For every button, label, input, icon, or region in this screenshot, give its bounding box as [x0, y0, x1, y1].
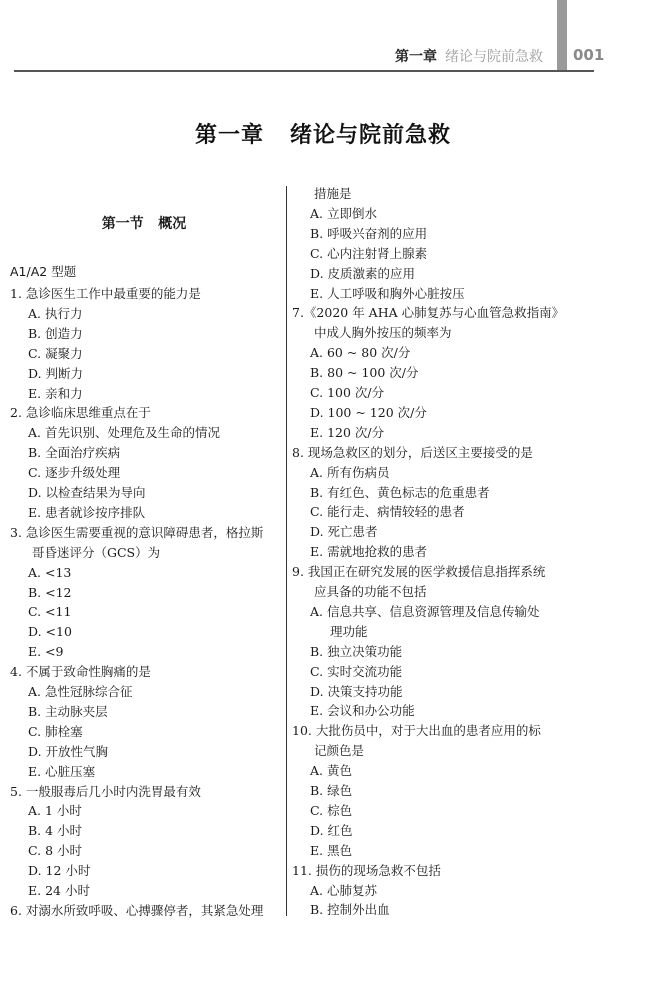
answer-option: C. 凝聚力: [28, 345, 83, 361]
question-text: 中成人胸外按压的频率为: [314, 325, 452, 341]
answer-option: D. 100 ~ 120 次/分: [310, 404, 427, 420]
section-title: 第一节 概况: [101, 216, 187, 232]
answer-option: B. 控制外出血: [310, 902, 390, 918]
answer-option: B. <12: [28, 584, 72, 600]
answer-option: A. 信息共享、信息资源管理及信息传输处: [310, 603, 540, 619]
answer-option: B. 独立决策功能: [310, 643, 403, 659]
answer-option: B. 主动脉夹层: [28, 703, 108, 719]
answer-option: B. 创造力: [28, 325, 83, 341]
answer-option: A. 执行力: [28, 305, 83, 321]
question-text: 记颜色是: [314, 743, 365, 759]
question-text: 11. 损伤的现场急救不包括: [292, 862, 441, 878]
answer-option: C. 肺栓塞: [28, 723, 83, 739]
answer-option: C. 能行走、病情较轻的患者: [310, 504, 465, 520]
answer-option: B. 80 ~ 100 次/分: [310, 365, 419, 381]
answer-option: D. 判断力: [28, 365, 84, 381]
answer-option: D. 红色: [310, 822, 353, 838]
answer-option: E. 24 小时: [28, 883, 90, 898]
answer-option: A. 首先识别、处理危及生命的情况: [28, 425, 220, 441]
answer-option: E. 患者就诊按序排队: [28, 504, 146, 520]
answer-option: E. 人工呼吸和胸外心脏按压: [310, 285, 465, 301]
answer-option: D. 开放性气胸: [28, 743, 109, 759]
answer-option: D. 决策支持功能: [310, 683, 403, 699]
question-text: 7.《2020 年 AHA 心肺复苏与心血管急救指南》: [292, 305, 565, 321]
answer-option: B. 4 小时: [28, 823, 83, 839]
answer-option: B. 有红色、黄色标志的危重患者: [310, 484, 490, 500]
question-type-label: A1/A2 型题: [10, 264, 77, 279]
running-header-title: 绪论与院前急救: [445, 49, 543, 65]
page-number: 001: [573, 46, 605, 64]
question-text: 措施是: [314, 186, 352, 201]
answer-option: E. 心脏压塞: [28, 763, 96, 779]
running-header-chapter: 第一章: [395, 49, 437, 65]
question-text: 5. 一般服毒后几小时内洗胃最有效: [10, 783, 201, 799]
header-rule: [14, 70, 594, 72]
chapter-title: 第一章 绪论与院前急救: [195, 123, 451, 148]
answer-option: C. 棕色: [310, 802, 353, 818]
question-text: 6. 对溺水所致呼吸、心搏骤停者，其紧急处理: [10, 902, 264, 918]
question-text: 应具备的功能不包括: [314, 584, 427, 599]
running-header: [395, 46, 605, 68]
chapter-tab-marker: [557, 0, 567, 72]
answer-option: A. 急性冠脉综合征: [28, 684, 133, 699]
column-divider: [286, 186, 287, 916]
answer-option: D. 死亡患者: [310, 524, 378, 540]
answer-option: E. 会议和办公功能: [310, 703, 415, 719]
answer-option: B. 呼吸兴奋剂的应用: [310, 225, 428, 241]
answer-option: C. 逐步升级处理: [28, 465, 121, 481]
answer-option: C. 8 小时: [28, 843, 82, 859]
question-text: 1. 急诊医生工作中最重要的能力是: [10, 286, 201, 301]
answer-option: E. 亲和力: [28, 385, 83, 401]
answer-option: E. 需就地抢救的患者: [310, 544, 428, 560]
answer-option: B. 绿色: [310, 783, 353, 798]
question-text: 8. 现场急救区的划分，后送区主要接受的是: [292, 444, 533, 460]
question-text: 9. 我国正在研究发展的医学救援信息指挥系统: [292, 564, 546, 580]
question-text: 2. 急诊临床思维重点在于: [10, 405, 151, 421]
answer-option: A. 60 ~ 80 次/分: [310, 345, 411, 361]
answer-option: E. 120 次/分: [310, 424, 385, 440]
answer-option: D. 12 小时: [28, 863, 91, 879]
answer-option: A. 所有伤病员: [310, 464, 390, 480]
question-text: 3. 急诊医生需要重视的意识障碍患者，格拉斯: [10, 524, 264, 540]
answer-option: D. 以检查结果为导向: [28, 485, 146, 500]
question-text: 10. 大批伤员中，对于大出血的患者应用的标: [292, 723, 541, 739]
answer-option: E. <9: [28, 644, 64, 660]
answer-option: A. <13: [28, 564, 72, 580]
answer-option: D. <10: [28, 624, 72, 640]
answer-option: A. 立即倒水: [310, 205, 377, 221]
answer-option: C. 实时交流功能: [310, 663, 403, 679]
answer-option: A. 1 小时: [28, 803, 82, 819]
answer-option: A. 黄色: [310, 763, 352, 779]
answer-option: B. 全面治疗疾病: [28, 445, 121, 461]
answer-option: C. <11: [28, 604, 72, 620]
answer-option: C. 100 次/分: [310, 385, 385, 400]
question-text: 哥昏迷评分（GCS）为: [32, 544, 161, 560]
answer-option: D. 皮质激素的应用: [310, 265, 416, 281]
answer-option: C. 心内注射肾上腺素: [310, 245, 428, 261]
answer-option: A. 心肺复苏: [310, 882, 377, 898]
question-text: 4. 不属于致命性胸痛的是: [10, 664, 151, 680]
answer-option: E. 黑色: [310, 842, 353, 858]
answer-option: 理功能: [330, 623, 368, 639]
